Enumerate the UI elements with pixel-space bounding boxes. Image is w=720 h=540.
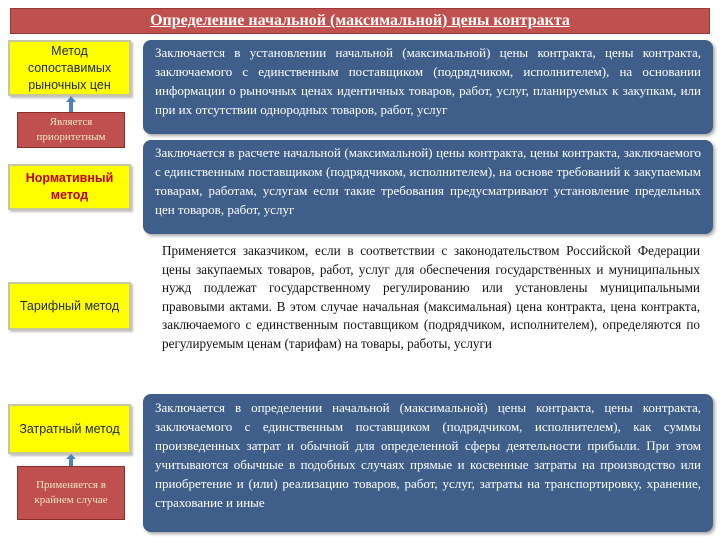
- description-cost-text: Заключается в определении начальной (максимальной) цены контракта, цены контракта, заключаемого с единственным поставщиком (подрядчиком, исполнителем), как суммы произведенных затрат и обычной для определенной сферы деятельности прибыли. При этом учитываются обычные в подобных случаях прямые и косвенные затраты на производство или приобретение и (или) реализацию товаров, работ, услуг, затраты на транспортировку, хранение, страхование и иные: [155, 400, 701, 510]
- method-market-prices-label: Метод сопоставимых рыночных цен: [27, 43, 112, 92]
- priority-note-label: Является приоритетным: [36, 116, 106, 143]
- method-tariff: [8, 282, 131, 330]
- method-market-prices: [8, 40, 131, 96]
- description-market-prices: [143, 40, 713, 134]
- method-normative: [8, 164, 131, 210]
- description-normative: [143, 140, 713, 234]
- description-cost: [143, 394, 713, 532]
- method-cost: [8, 404, 131, 454]
- method-normative-label: Нормативный метод: [25, 171, 114, 202]
- last-resort-note-label: Применяется в крайнем случае: [34, 479, 108, 506]
- description-tariff-text: Применяется заказчиком, если в соответствии с законодательством Российской Федерации цены закупаемых товаров, работ, услуг для обеспечения государственных и муниципальных нужд подлежат государственному регулированию или установлены муниципальными правовыми актами. В этом случае начальная (максимальная) цена контракта, цена контракта, заключаемого с единственным поставщиком (подрядчиком, исполнителем), определяются по регулируемым ценам (тарифам) на товары, работы, услуги: [162, 243, 700, 351]
- arrow-up-icon: [66, 96, 76, 112]
- last-resort-note: [17, 466, 125, 520]
- description-market-prices-text: Заключается в установлении начальной (максимальной) цены контракта, цены контракта, заключаемого с единственным поставщиком (подрядчиком, исполнителем), на основании информации о рыночных ценах идентичных товаров, работ, услуг, планируемых к закупкам, или при их отсутствии однородных товаров, работ, услуг: [155, 45, 701, 117]
- slide-title-text: Определение начальной (максимальной) цены контракта: [150, 12, 570, 29]
- method-cost-label: Затратный метод: [19, 421, 120, 436]
- slide-title: [10, 8, 710, 34]
- description-tariff: [148, 240, 710, 390]
- arrow-up-icon: [66, 454, 76, 466]
- description-normative-text: Заключается в расчете начальной (максимальной) цены контракта, цены контракта, заключаемого с единственным поставщиком (подрядчиком, исполнителем), на основе требований к закупаемым товарам, работам, услугам если такие требования предусматривают установление предельных цен товаров, работ, услуг: [155, 145, 701, 217]
- method-tariff-label: Тарифный метод: [19, 298, 120, 313]
- priority-note: [17, 112, 125, 148]
